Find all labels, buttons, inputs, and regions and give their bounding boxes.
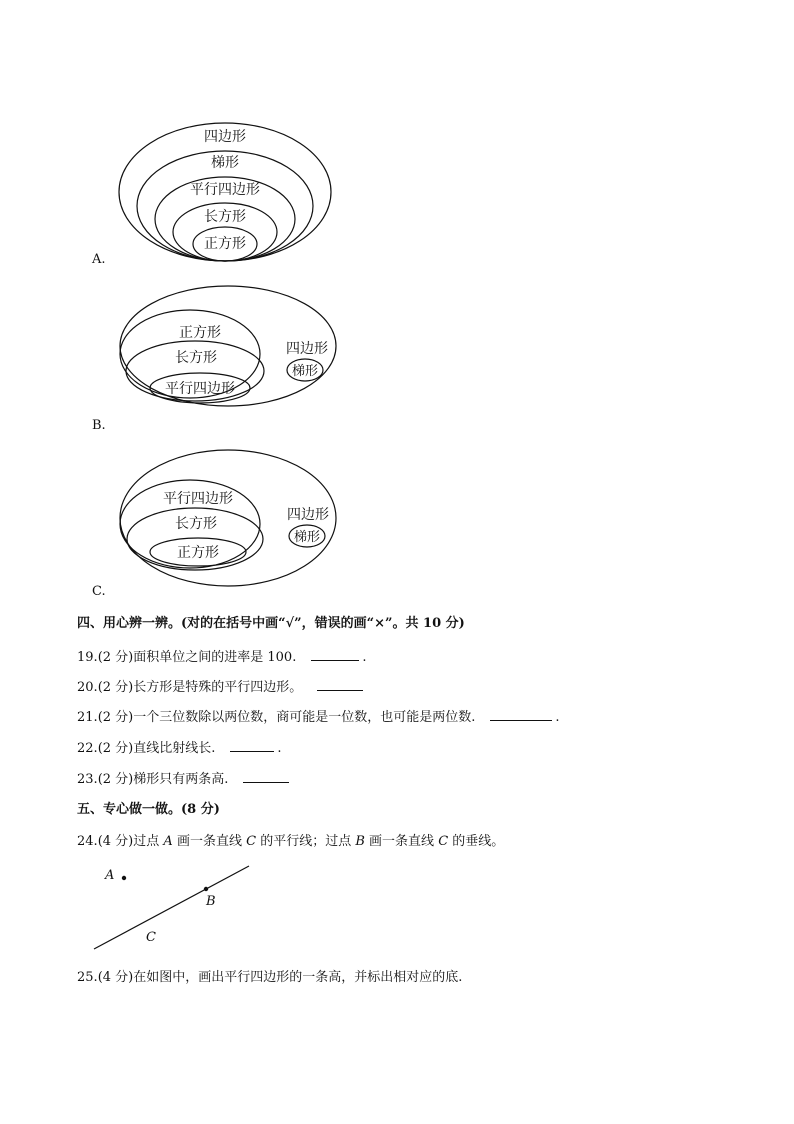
question-text: 一个三位数除以两位数，商可能是一位数，也可能是两位数.	[133, 710, 476, 725]
option-label-b: B.	[92, 418, 106, 433]
label-square: 正方形	[204, 236, 246, 252]
line-c-label: C	[146, 930, 156, 945]
answer-blank[interactable]	[311, 648, 359, 661]
label-parallelogram: 平行四边形	[190, 182, 260, 198]
option-label-a: A.	[92, 252, 106, 267]
label-trapezoid: 梯形	[293, 530, 321, 545]
label-trapezoid: 梯形	[291, 364, 319, 379]
section-4-title: 四、用心辨一辨。(对的在括号中画“√”，错误的画“×”。共 10 分)	[77, 616, 465, 631]
answer-blank[interactable]	[230, 739, 274, 752]
question-text-1: 过点	[133, 834, 160, 849]
question-number: 22.	[77, 741, 98, 756]
question-21	[77, 708, 560, 727]
question-number: 20.	[77, 680, 98, 695]
section-5-title: 五、专心做一做。(8 分)	[77, 802, 220, 817]
question-number: 23.	[77, 772, 98, 787]
question-20	[77, 678, 366, 697]
question-text: 在如图中，画出平行四边形的一条高，并标出相对应的底.	[133, 970, 463, 985]
point-b	[204, 887, 208, 891]
label-square: 正方形	[177, 545, 219, 561]
label-parallelogram: 平行四边形	[165, 381, 235, 397]
question-text: 长方形是特殊的平行四边形。	[133, 680, 303, 695]
label-rectangle: 长方形	[175, 350, 217, 366]
point-b-label: B	[206, 894, 216, 909]
question-text: 面积单位之间的进率是 100.	[133, 650, 297, 665]
question-24	[77, 833, 504, 851]
question-text: 直线比射线长.	[133, 741, 216, 756]
question-score: (2 分)	[97, 710, 134, 725]
point-b-ref: B	[355, 834, 365, 849]
question-end: .	[362, 650, 367, 665]
question-number: 21.	[77, 710, 98, 725]
label-quadrilateral: 四边形	[204, 129, 246, 145]
question-text: 梯形只有两条高.	[133, 772, 229, 787]
question-score: (2 分)	[97, 650, 134, 665]
question-score: (2 分)	[97, 680, 134, 695]
answer-blank[interactable]	[243, 770, 289, 783]
label-rectangle: 长方形	[204, 209, 246, 225]
figure-24	[88, 860, 268, 955]
question-end: .	[555, 710, 560, 725]
question-text-3: 的平行线；过点	[260, 834, 352, 849]
question-22	[77, 739, 282, 758]
question-score: (4 分)	[97, 834, 134, 849]
question-text-2: 画一条直线	[176, 834, 242, 849]
question-25	[77, 969, 462, 987]
label-trapezoid: 梯形	[211, 155, 239, 171]
question-score: (2 分)	[97, 772, 134, 787]
point-a-ref: A	[163, 834, 173, 849]
question-text-5: 的垂线。	[452, 834, 505, 849]
answer-blank[interactable]	[490, 708, 552, 721]
question-number: 24.	[77, 834, 98, 849]
line-c	[94, 866, 249, 949]
label-quadrilateral: 四边形	[287, 507, 329, 523]
diagram-a	[110, 108, 340, 268]
label-quadrilateral: 四边形	[286, 341, 328, 357]
label-rectangle: 长方形	[175, 516, 217, 532]
question-score: (2 分)	[97, 741, 134, 756]
diagram-c	[110, 446, 350, 596]
label-parallelogram: 平行四边形	[163, 491, 233, 507]
question-score: (4 分)	[97, 970, 134, 985]
line-c-ref-2: C	[438, 834, 449, 849]
question-number: 25.	[77, 970, 98, 985]
question-end: .	[277, 741, 282, 756]
answer-blank[interactable]	[317, 678, 363, 691]
question-number: 19.	[77, 650, 98, 665]
line-c-ref: C	[246, 834, 257, 849]
point-a-label: A	[105, 868, 115, 883]
question-23	[77, 770, 292, 789]
question-text-4: 画一条直线	[369, 834, 435, 849]
label-square: 正方形	[179, 325, 221, 341]
point-a	[122, 876, 126, 880]
option-label-c: C.	[92, 584, 106, 599]
diagram-b	[110, 280, 350, 420]
question-19	[77, 648, 366, 667]
